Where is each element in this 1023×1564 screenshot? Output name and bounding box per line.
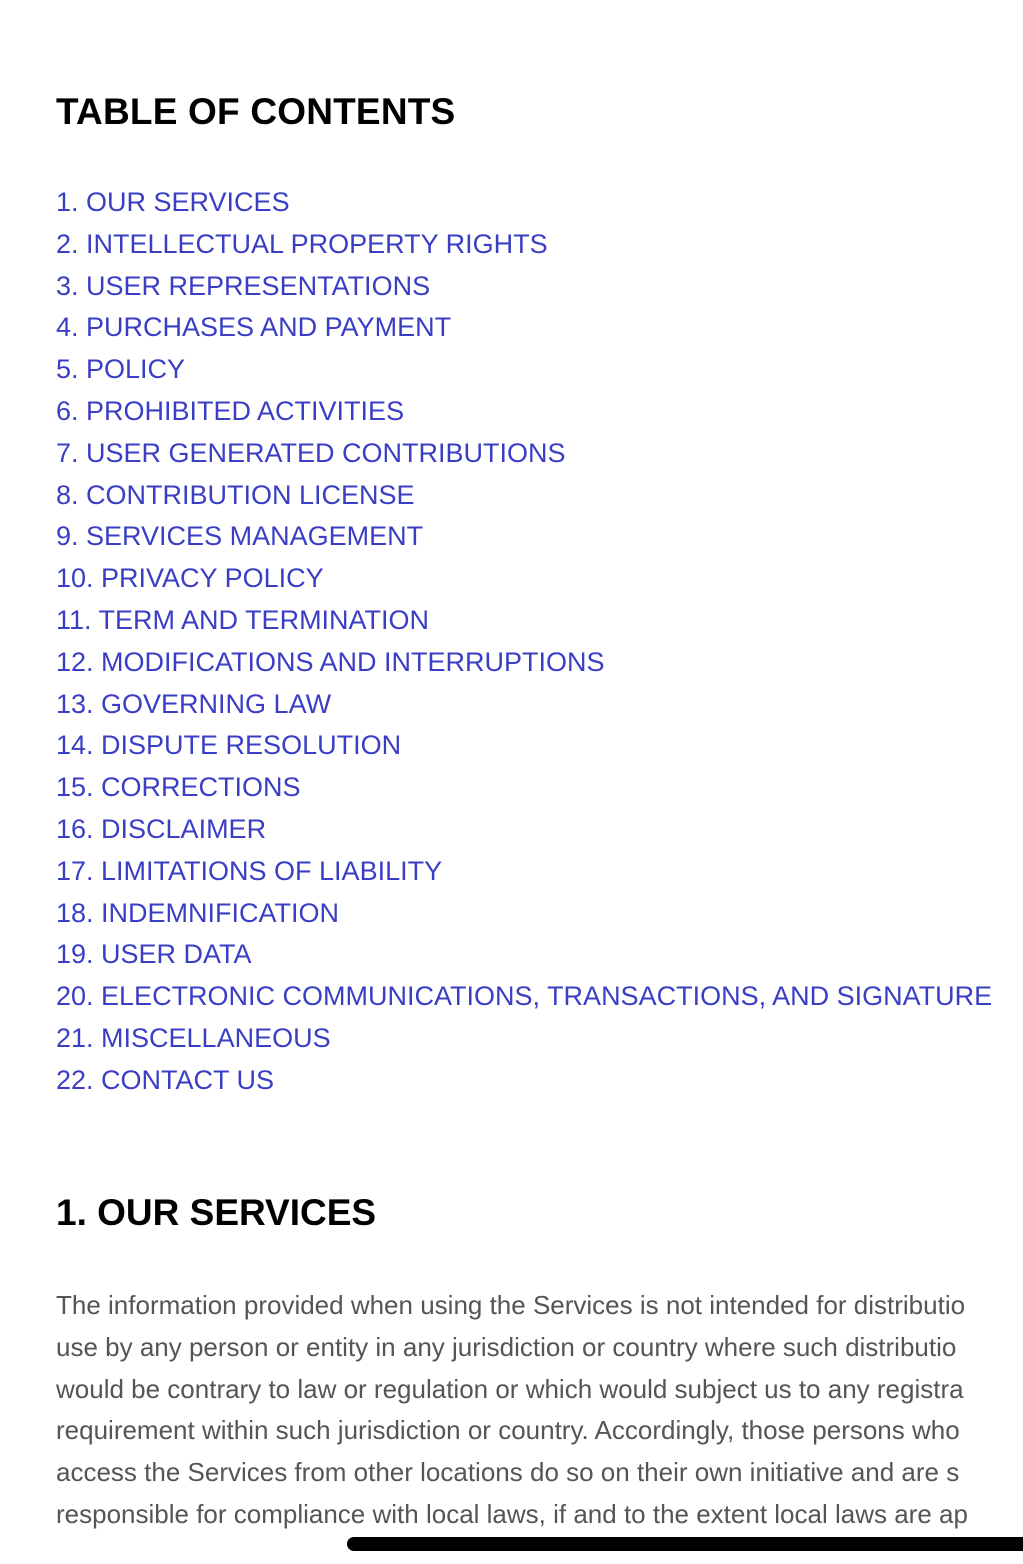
toc-link-corrections[interactable]: 15. CORRECTIONS: [56, 772, 301, 803]
toc-link-purchases-and-payment[interactable]: 4. PURCHASES AND PAYMENT: [56, 312, 452, 343]
toc-link-contribution-license[interactable]: 8. CONTRIBUTION LICENSE: [56, 479, 415, 510]
body-text-line: use by any person or entity in any jurisdiction or country where such distributio: [56, 1331, 957, 1362]
body-text-line: access the Services from other locations do so on their own initiative and are s: [56, 1457, 960, 1488]
terms-page: [56, 0, 1023, 1564]
toc-item: [56, 976, 992, 1018]
toc-item: [56, 934, 992, 976]
toc-link-disclaimer[interactable]: 16. DISCLAIMER: [56, 813, 267, 844]
body-text-line: The information provided when using the Services is not intended for distributio: [56, 1290, 966, 1320]
toc-link-user-generated-contributions[interactable]: 7. USER GENERATED CONTRIBUTIONS: [56, 437, 566, 468]
toc-item: [56, 475, 992, 517]
toc-item: [56, 391, 992, 433]
toc-link-user-representations[interactable]: 3. USER REPRESENTATIONS: [56, 270, 431, 301]
toc-link-dispute-resolution[interactable]: 14. DISPUTE RESOLUTION: [56, 730, 402, 761]
toc-item: [56, 767, 992, 809]
toc-link-user-data[interactable]: 19. USER DATA: [56, 939, 252, 970]
toc-link-term-and-termination[interactable]: 11. TERM AND TERMINATION: [56, 604, 430, 635]
toc-link-contact-us[interactable]: 22. CONTACT US: [56, 1064, 275, 1095]
toc-item: [56, 266, 992, 308]
toc-link-electronic-communications[interactable]: 20. ELECTRONIC COMMUNICATIONS, TRANSACTIONS, AND SIGNATURE: [56, 981, 993, 1012]
toc-list: [56, 182, 992, 1102]
body-text-line: responsible for compliance with local laws, if and to the extent local laws are ap: [56, 1498, 968, 1529]
toc-link-services-management[interactable]: 9. SERVICES MANAGEMENT: [56, 521, 424, 552]
toc-link-miscellaneous[interactable]: 21. MISCELLANEOUS: [56, 1022, 331, 1053]
toc-item: [56, 600, 992, 642]
toc-link-limitations-of-liability[interactable]: 17. LIMITATIONS OF LIABILITY: [56, 855, 443, 886]
toc-item: [56, 307, 992, 349]
toc-link-intellectual-property-rights[interactable]: 2. INTELLECTUAL PROPERTY RIGHTS: [56, 228, 548, 259]
toc-item: [56, 349, 992, 391]
toc-link-indemnification[interactable]: 18. INDEMNIFICATION: [56, 897, 340, 928]
section-heading-our-services: 1. OUR SERVICES: [56, 1192, 377, 1233]
toc-item: [56, 642, 992, 684]
toc-item: [56, 851, 992, 893]
toc-item: [56, 558, 992, 600]
toc-item: [56, 893, 992, 935]
body-text-line: requirement within such jurisdiction or country. Accordingly, those persons who: [56, 1415, 960, 1446]
section-body-text: [56, 1285, 968, 1536]
toc-link-modifications-and-interruptions[interactable]: 12. MODIFICATIONS AND INTERRUPTIONS: [56, 646, 605, 677]
toc-item: [56, 1060, 992, 1102]
body-text-line: would be contrary to law or regulation or which would subject us to any registra: [56, 1373, 964, 1404]
toc-link-prohibited-activities[interactable]: 6. PROHIBITED ACTIVITIES: [56, 395, 405, 426]
toc-item: [56, 1018, 992, 1060]
toc-item: [56, 224, 992, 266]
toc-item: [56, 516, 992, 558]
toc-item: [56, 684, 992, 726]
toc-link-our-services[interactable]: 1. OUR SERVICES: [56, 187, 290, 217]
toc-link-policy[interactable]: 5. POLICY: [56, 354, 186, 385]
toc-item: [56, 182, 992, 224]
home-indicator[interactable]: [347, 1537, 1023, 1551]
toc-link-governing-law[interactable]: 13. GOVERNING LAW: [56, 688, 332, 719]
toc-item: [56, 433, 992, 475]
toc-title: TABLE OF CONTENTS: [56, 91, 456, 132]
toc-item: [56, 809, 992, 851]
toc-item: [56, 725, 992, 767]
toc-link-privacy-policy[interactable]: 10. PRIVACY POLICY: [56, 563, 324, 594]
